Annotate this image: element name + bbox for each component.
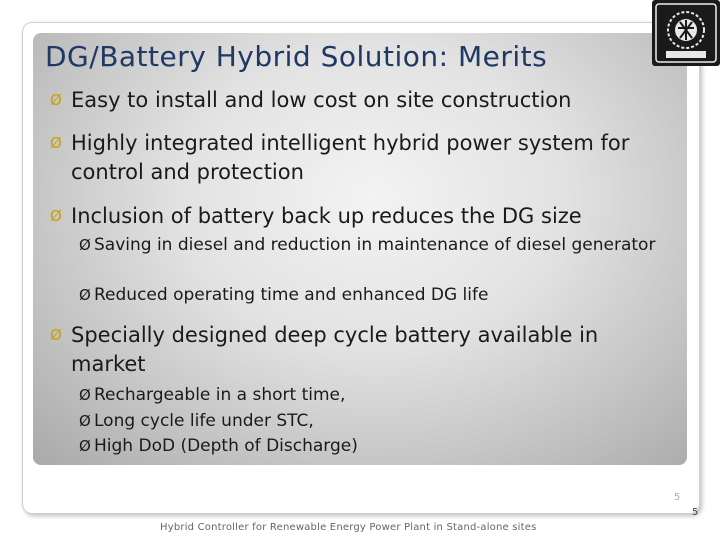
bullet-item	[50, 86, 681, 115]
footer-text: Hybrid Controller for Renewable Energy Power Plant in Stand-alone sites	[160, 522, 537, 533]
sub-bullet-arrow-icon: Ø	[79, 286, 91, 304]
sub-bullet-text: Rechargeable in a short time,	[94, 385, 346, 405]
bullet-text: Easy to install and low cost on site construction	[71, 88, 572, 112]
institute-logo	[652, 0, 720, 66]
sub-bullet-arrow-icon: Ø	[79, 236, 91, 254]
bullet-arrow-icon: Ø	[50, 207, 62, 225]
bullet-text: Inclusion of battery back up reduces the DG size	[71, 204, 582, 228]
sub-bullet-text: Saving in diesel and reduction in maintenance of diesel generator	[94, 235, 656, 255]
slide-title: DG/Battery Hybrid Solution: Merits	[45, 40, 548, 73]
page-number-edge: 5	[692, 507, 699, 518]
sub-bullet-item	[79, 383, 659, 408]
bullet-text: Highly integrated intelligent hybrid power system for control and protection	[71, 131, 630, 184]
sub-bullet-item	[79, 283, 659, 308]
sub-bullet-text: Long cycle life under STC,	[94, 411, 314, 431]
sub-bullet-text: High DoD (Depth of Discharge)	[94, 436, 358, 456]
sub-bullet-text: Reduced operating time and enhanced DG life	[94, 285, 489, 305]
bullet-arrow-icon: Ø	[50, 91, 62, 109]
sub-bullet-arrow-icon: Ø	[79, 412, 91, 430]
sub-bullet-item	[79, 233, 659, 258]
bullet-item	[50, 202, 681, 231]
bullet-item	[50, 321, 671, 379]
page-number: 5	[674, 492, 681, 503]
bullet-item	[50, 129, 671, 187]
sub-bullet-item	[79, 434, 659, 459]
sub-bullet-arrow-icon: Ø	[79, 386, 91, 404]
bullet-arrow-icon: Ø	[50, 134, 62, 152]
sub-bullet-item	[79, 409, 659, 434]
bullet-arrow-icon: Ø	[50, 326, 62, 344]
bullet-text: Specially designed deep cycle battery available in market	[71, 323, 599, 376]
institute-seal-icon	[652, 0, 720, 66]
sub-bullet-arrow-icon: Ø	[79, 437, 91, 455]
